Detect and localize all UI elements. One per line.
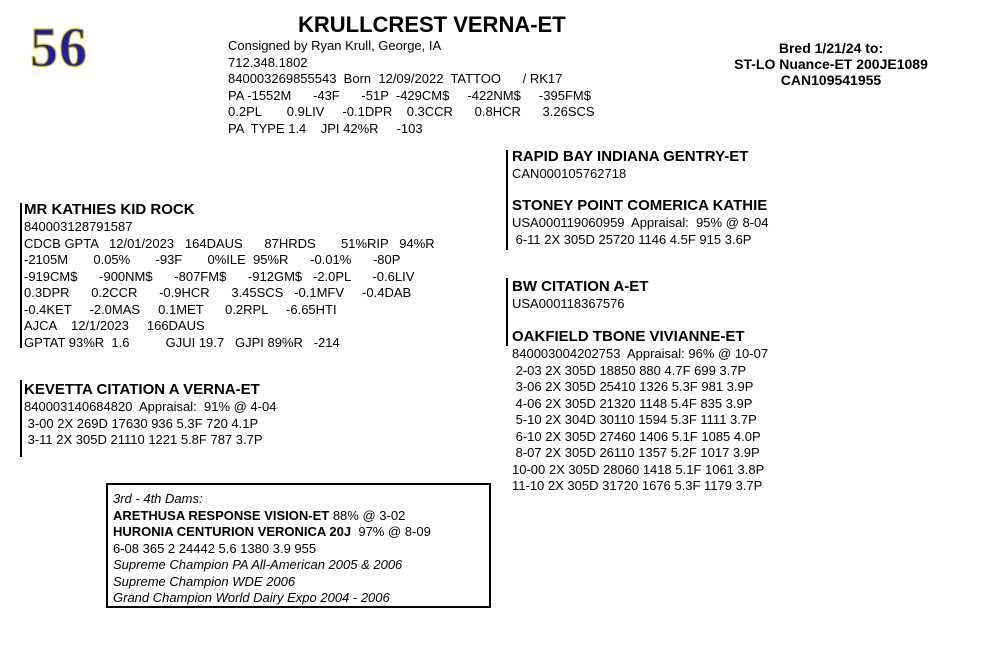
lot-number: 56 [30,17,88,79]
bred-sire-id: CAN109541955 [780,72,882,88]
sire-dam-record-line: 6-11 2X 305D 25720 1146 4.5F 915 3.6P [512,231,752,247]
dam-bracket-line [20,380,22,457]
dam-sire-block [512,277,648,313]
sire-detail-line: 840003128791587 [24,219,133,234]
sire-name: MR KATHIES KID ROCK [24,201,195,218]
sire-dam-block [512,196,769,248]
bred-date: Bred 1/21/24 to: [778,40,884,56]
dam-name: KEVETTA CITATION A VERNA-ET [24,381,260,398]
dam-dam-record-line: 11-10 2X 305D 31720 1676 5.3F 1179 3.7P [512,478,763,493]
sire-detail-line: AJCA 12/1/2023 166DAUS [24,318,205,333]
dam-dam-record-line: 3-06 2X 305D 25410 1326 5.3F 981 3.9P [512,379,754,394]
dam-dam-record-line: 10-00 2X 305D 28060 1418 5.1F 1061 3.8P [512,461,765,477]
fourth-dam-detail: 97% @ 8-09 [351,524,431,539]
sire-detail-line: -0.4KET -2.0MAS 0.1MET 0.2RPL -6.65HTI [24,301,337,317]
fourth-dam-record: 6-08 365 2 24442 5.6 1380 3.9 955 [113,540,317,556]
consignment-info [228,38,595,137]
fourth-dam-name: HURONIA CENTURION VERONICA 20J [113,524,352,539]
bred-info [700,40,962,88]
dam-dam-record-line: 5-10 2X 304D 30110 1594 5.3F 1111 3.7P [512,412,757,427]
sire-detail-line: 0.3DPR 0.2CCR -0.9HCR 3.45SCS -0.1MFV -0.4DAB [24,285,412,300]
dam-sire-id: USA000118367576 [512,296,625,311]
consignor-line: Consigned by Ryan Krull, George, IA [228,38,442,53]
dam-dam-record-line: 6-10 2X 305D 27460 1406 5.1F 1085 4.0P [512,428,761,444]
sire-detail-line: -919CM$ -900NM$ -807FM$ -912GM$ -2.0PL -0.6LIV [24,268,415,284]
dam-parents-bracket-line [506,278,508,346]
third-dam-name: ARETHUSA RESPONSE VISION-ET [113,507,330,523]
dam-sire-name: BW CITATION A-ET [512,278,649,295]
dam-dam-record-line: 8-07 2X 305D 26110 1357 5.2F 1017 3.9P [512,445,760,460]
third-fourth-dams-box [106,483,491,608]
dam-dam-record-line: 4-06 2X 305D 21320 1148 5.4F 835 3.9P [512,395,753,411]
dam-dam-block [512,327,768,495]
pa-line-1: PA -1552M -43F -51P -429CM$ -422NM$ -395FM$ [228,87,591,103]
dam-dam-detail-line: 840003004202753 Appraisal: 96% @ 10-07 [512,346,769,361]
honor-line: Grand Champion World Dairy Expo 2004 - 2006 [113,590,390,605]
pa-line-2: 0.2PL 0.9LIV -0.1DPR 0.3CCR 0.8HCR 3.26SCS [228,104,595,119]
honor-line: Supreme Champion PA All-American 2005 & 2006 [113,557,403,572]
sire-bracket-line [20,203,22,348]
page-title: KRULLCREST VERNA-ET [298,12,566,37]
sire-dam-name: STONEY POINT COMERICA KATHIE [512,197,768,214]
sire-sire-name: RAPID BAY INDIANA GENTRY-ET [512,148,749,165]
third-dam-detail: 88% @ 3-02 [329,507,406,523]
dam-block [24,380,276,449]
dam-dam-record-line: 2-03 2X 305D 18850 880 4.7F 699 3.7P [512,362,747,378]
dam-record-line: 3-11 2X 305D 21110 1221 5.8F 787 3.7P [24,432,263,447]
sire-detail-line: CDCB GPTA 12/01/2023 164DAUS 87HRDS 51%RIP 94%R [24,235,435,251]
honor-line: Supreme Champion WDE 2006 [113,573,296,589]
dam-detail-line: 840003140684820 Appraisal: 91% @ 4-04 [24,399,277,414]
sire-sire-id: CAN000105762718 [512,166,627,181]
dam-dam-name: OAKFIELD TBONE VIVIANNE-ET [512,328,745,345]
sire-block [24,200,435,351]
bred-sire: ST-LO Nuance-ET 200JE1089 [734,56,928,72]
third-dam-line [113,508,489,525]
dam-record-line: 3-00 2X 269D 17630 936 5.3F 720 4.1P [24,415,259,431]
dams-box-heading: 3rd - 4th Dams: [113,491,203,506]
sire-sire-block [512,147,748,183]
sire-dam-detail-line: USA000119060959 Appraisal: 95% @ 8-04 [512,215,769,230]
pa-type-line: PA TYPE 1.4 JPI 42%R -103 [228,120,423,136]
phone-line: 712.348.1802 [228,54,308,70]
registration-line: 840003269855543 Born 12/09/2022 TATTOO / RK17 [228,71,563,86]
sire-detail-line: -2105M 0.05% -93F 0%ILE 95%R -0.01% -80P [24,252,401,267]
fourth-dam-line [113,524,489,541]
sire-detail-line: GPTAT 93%R 1.6 GJUI 19.7 GJPI 89%R -214 [24,334,340,350]
sire-parents-bracket-line [506,150,508,250]
